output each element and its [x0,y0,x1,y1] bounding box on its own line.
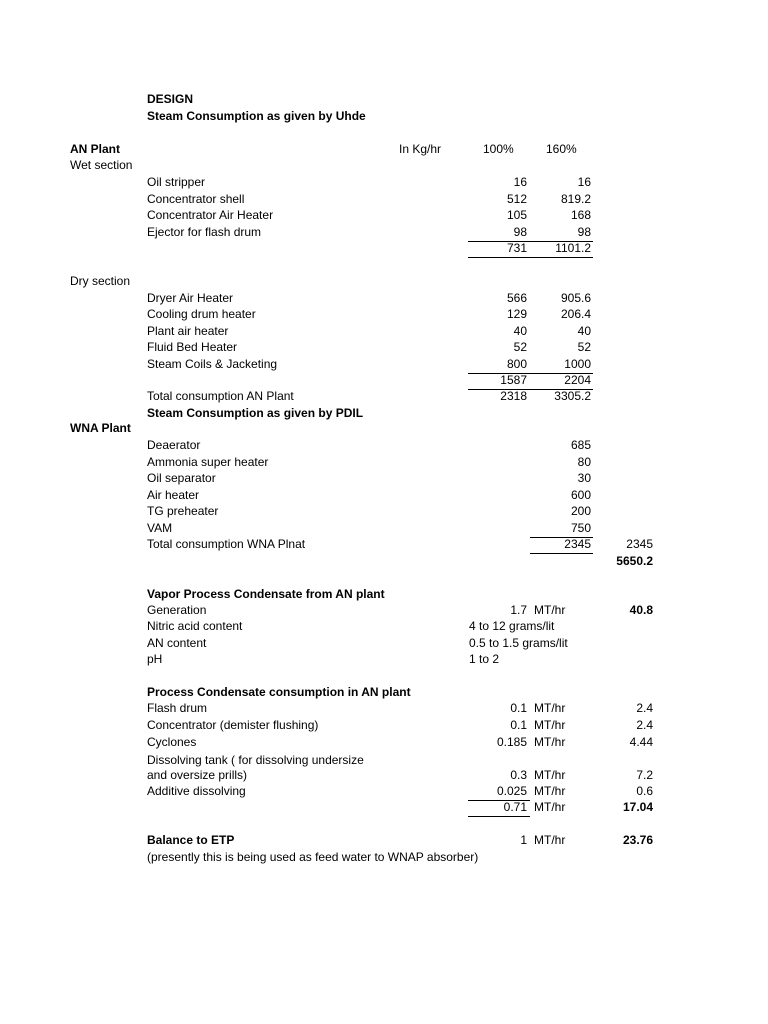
row-label: Dryer Air Heater [147,291,234,305]
design-heading: DESIGN [147,92,194,106]
dry-section-label: Dry section [70,274,131,288]
value-100: 129 [506,307,527,321]
row-total: 2.4 [636,701,653,715]
value-160: 206.4 [560,307,591,321]
wet-total-160: 1101.2 [555,241,591,255]
total-rule [530,553,593,554]
condensate-title: Process Condensate consumption in AN plant [147,685,411,699]
an-content-label: AN content [147,636,207,650]
row-label: Steam Coils & Jacketing [147,357,278,371]
wet-section-label: Wet section [70,158,133,172]
additive-unit: MT/hr [534,784,566,798]
generation-total: 40.8 [629,603,653,617]
row-unit: MT/hr [534,735,566,749]
uhde-title: Steam Consumption as given by Uhde [147,109,366,123]
dissolving-value: 0.3 [510,768,527,782]
total-rule [468,257,593,258]
balance-value: 1 [520,833,527,847]
row-label: Ammonia super heater [147,455,269,469]
row-total: 4.44 [629,735,653,749]
an-total-label: Total consumption AN Plant [147,389,294,403]
row-unit: MT/hr [534,701,566,715]
col-100-header: 100% [483,142,514,156]
additive-value: 0.025 [496,784,527,798]
an-content-value: 0.5 to 1.5 grams/lit [469,636,568,650]
pdil-title: Steam Consumption as given by PDIL [147,406,364,420]
wet-total-100: 731 [506,241,527,255]
balance-unit: MT/hr [534,833,566,847]
an-plant-label: AN Plant [70,142,121,156]
row-label: Concentrator (demister flushing) [147,718,319,732]
condensate-sum-total: 17.04 [622,800,653,814]
row-value: 200 [570,504,591,518]
row-value: 0.1 [510,718,527,732]
row-unit: MT/hr [534,718,566,732]
wna-total-label: Total consumption WNA Plnat [147,537,306,551]
value-100: 105 [506,208,527,222]
row-total: 2.4 [636,718,653,732]
value-160: 819.2 [560,192,591,206]
wna-total-carried: 2345 [626,537,653,551]
row-label: Plant air heater [147,324,229,338]
value-160: 16 [577,175,591,189]
ph-label: pH [147,652,163,666]
row-label: Deaerator [147,438,201,452]
row-label: Cooling drum heater [147,307,256,321]
additive-total: 0.6 [636,784,653,798]
row-value: 685 [570,438,591,452]
row-label: Flash drum [147,701,208,715]
generation-label: Generation [147,603,207,617]
value-100: 800 [506,357,527,371]
additive-label: Additive dissolving [147,784,246,798]
row-value: 80 [577,455,591,469]
value-160: 40 [577,324,591,338]
dry-total-100: 1587 [500,373,527,387]
row-label: VAM [147,521,173,535]
row-label: Concentrator Air Heater [147,208,274,222]
an-total-100: 2318 [500,389,527,403]
col-160-header: 160% [546,142,577,156]
value-160: 905.6 [560,291,591,305]
value-160: 52 [577,340,591,354]
value-100: 52 [513,340,527,354]
dissolving-label-line2: and oversize prills) [147,768,248,782]
dissolving-total: 7.2 [636,768,653,782]
row-value: 0.1 [510,701,527,715]
dissolving-label-line1: Dissolving tank ( for dissolving undersize [147,753,364,767]
condensate-sum-unit: MT/hr [534,800,566,814]
value-160: 98 [577,225,591,239]
dry-total-160: 2204 [564,373,591,387]
value-100: 566 [506,291,527,305]
row-label: Concentrator shell [147,192,245,206]
value-160: 168 [570,208,591,222]
value-100: 40 [513,324,527,338]
value-100: 512 [506,192,527,206]
row-label: Oil stripper [147,175,206,189]
generation-unit: MT/hr [534,603,566,617]
wna-plant-label: WNA Plant [70,421,131,435]
nitric-label: Nitric acid content [147,619,243,633]
value-160: 1000 [564,357,591,371]
nitric-value: 4 to 12 grams/lit [469,619,555,633]
condensate-sum-value: 0.71 [503,800,527,814]
row-label: Oil separator [147,471,216,485]
generation-value: 1.7 [510,603,527,617]
row-label: Fluid Bed Heater [147,340,238,354]
row-label: Cyclones [147,735,197,749]
row-value: 600 [570,488,591,502]
an-total-160: 3305.2 [554,389,591,403]
balance-note: (presently this is being used as feed water to WNAP absorber) [147,850,479,864]
row-value: 30 [577,471,591,485]
dissolving-unit: MT/hr [534,768,566,782]
row-label: Air heater [147,488,200,502]
total-rule [468,816,530,817]
ph-value: 1 to 2 [469,652,500,666]
wna-total-value: 2345 [564,537,591,551]
grand-total: 5650.2 [616,554,653,568]
row-value: 0.185 [496,735,527,749]
value-100: 16 [513,175,527,189]
row-value: 750 [570,521,591,535]
units-label: In Kg/hr [399,142,442,156]
vapor-title: Vapor Process Condensate from AN plant [147,587,385,601]
row-label: TG preheater [147,504,219,518]
row-label: Ejector for flash drum [147,225,262,239]
balance-label: Balance to ETP [147,833,235,847]
value-100: 98 [513,225,527,239]
balance-total: 23.76 [622,833,653,847]
